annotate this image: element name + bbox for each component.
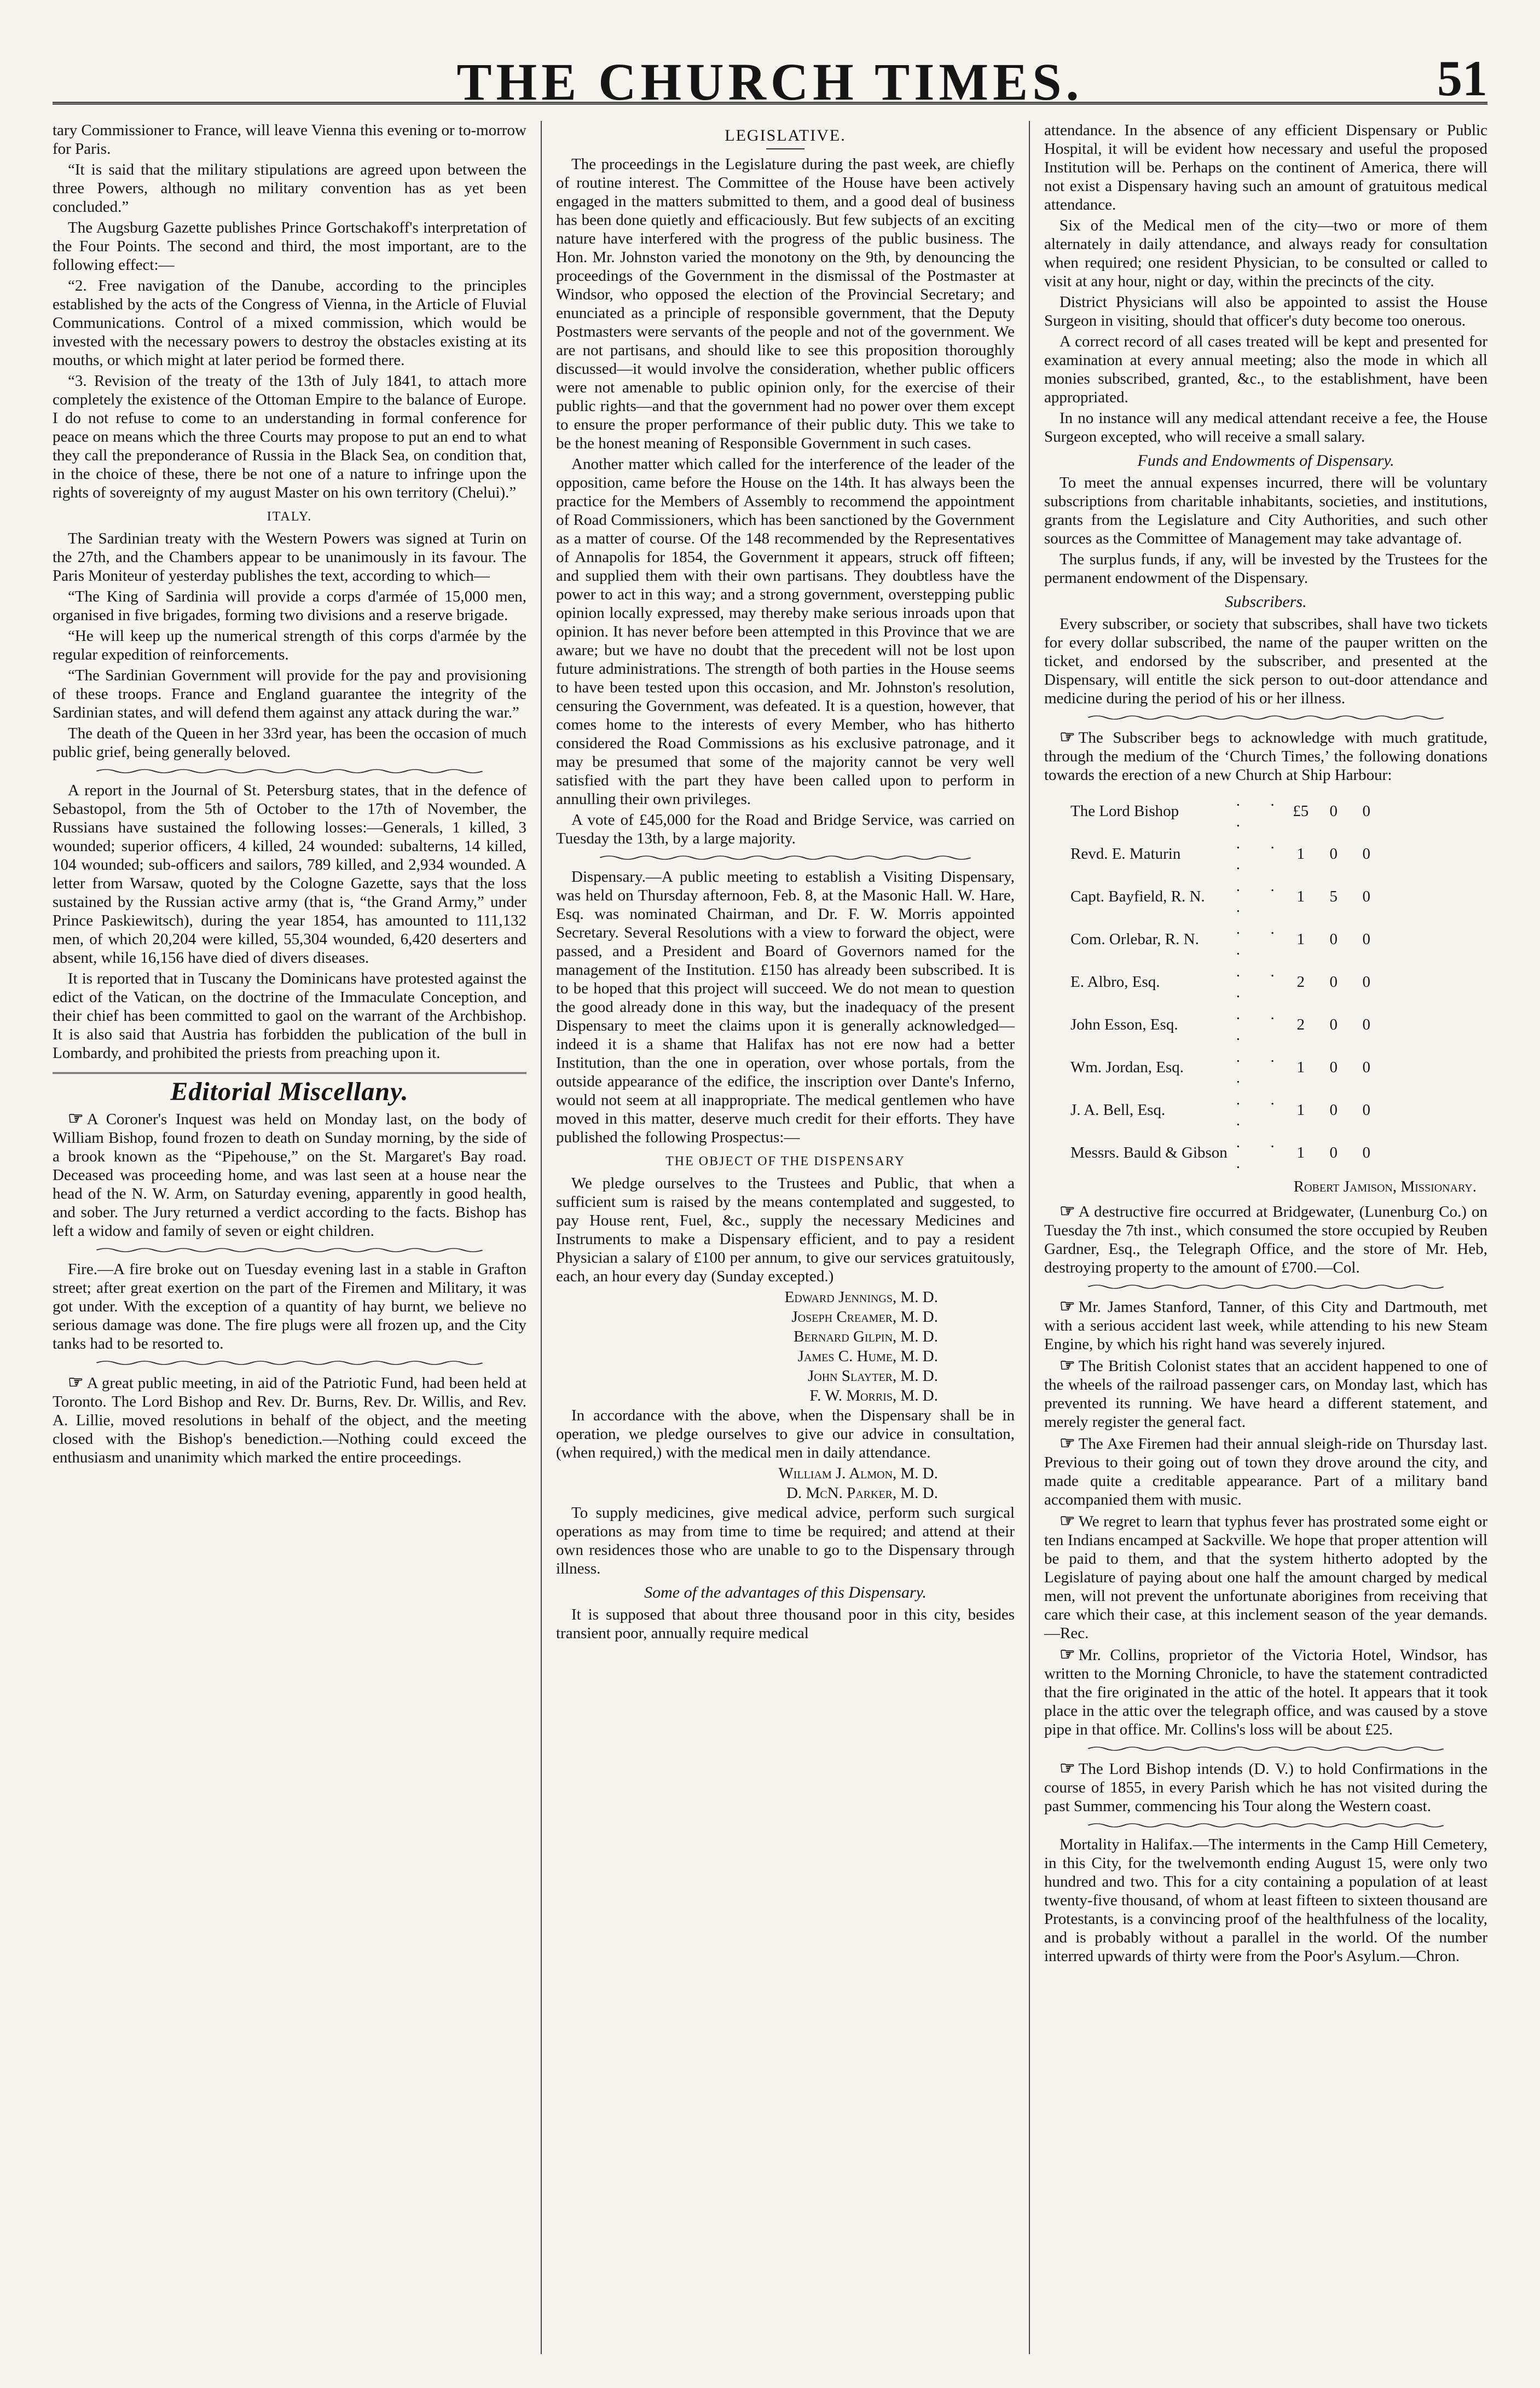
column-2 bbox=[541, 121, 1029, 2354]
pointing-hand-icon: ☞ bbox=[1060, 1433, 1075, 1453]
article-paragraph: A report in the Journal of St. Petersburg states, that in the defence of Sebastopol, from the 5th of October to the 17th of November, the Russians have sustained the following losses:—Generals, 1 killed, 3 wounded; superior officers, 4 killed, 24 wounded: subalterns, 14 killed, 104 wounded; sub-officers and sailors, 789 killed, and 2,934 wounded. A letter from Warsaw, quoted by the Cologne Gazette, says that the loss sustained by the Russian active army (that is, “the Grand Army,” under Prince Paskiewitsch), during the year 1854, has amounted to 111,132 men, of which 20,204 were killed, 55,304 wounded, 6,420 deserters and absent, while 16,156 have died of divers diseases. bbox=[53, 782, 526, 967]
donation-row bbox=[1066, 832, 1383, 875]
donor-name: John Esson, Esq. bbox=[1070, 1016, 1178, 1033]
signatory: Bernard Gilpin, M. D. bbox=[794, 1328, 938, 1345]
paragraph-text: We regret to learn that typhus fever has prostrated some eight or ten Indians encamped at Sackville. We hope that proper attention will be paid to them, and that the system hitherto adopted by the Legislature of paying about one half the amount charged by medical men, will not prevent the unfortunate aborigines from receiving that care which their case, at this inclement season of the year demands.—Rec. bbox=[1044, 1513, 1487, 1642]
pointing-hand-icon: ☞ bbox=[1060, 727, 1075, 747]
amount-pounds: 1 bbox=[1296, 1144, 1305, 1161]
amount-shillings: 0 bbox=[1329, 802, 1338, 820]
donor-name: Capt. Bayfield, R. N. bbox=[1070, 888, 1205, 905]
donor-name: J. A. Bell, Esq. bbox=[1070, 1101, 1166, 1119]
donor-name: Revd. E. Maturin bbox=[1070, 845, 1181, 863]
signatory: John Slayter, M. D. bbox=[807, 1367, 938, 1385]
section-heading-legislative: LEGISLATIVE. bbox=[725, 126, 846, 144]
amount-pounds: 1 bbox=[1296, 1059, 1305, 1076]
masthead bbox=[53, 20, 1487, 111]
article-paragraph: It is supposed that about three thousand poor in this city, besides transient poor, annually require medical bbox=[556, 1606, 1015, 1642]
paragraph-text: The British Colonist states that an accident happened to one of the wheels of the railroad passenger cars, on Monday last, which has prevented its running. We have heard a different statement, and merely register the general fact. bbox=[1044, 1357, 1487, 1431]
article-paragraph: A vote of £45,000 for the Road and Bridge Service, was carried on Tuesday the 13th, by a large majority. bbox=[556, 811, 1015, 847]
article-paragraph: To supply medicines, give medical advice, perform such surgical operations as may from time to time be required; and attend at their own residences those who are unable to go to the Dispensary through illness. bbox=[556, 1504, 1015, 1577]
article-paragraph bbox=[1044, 1356, 1487, 1431]
article-paragraph: Every subscriber, or society that subscribes, shall have two tickets for every dollar subscribed, the name of the pauper written on the ticket, and endorsed by the subscriber, and presented at the Dispensary, will entitle the sick person to out-door attendance and medicine during the period of his or her illness. bbox=[1044, 615, 1487, 707]
article-paragraph: It is reported that in Tuscany the Dominicans have protested against the edict of the Vatican, on the doctrine of the Immaculate Conception, and their chief has been committed to gaol on the warrant of the Archbishop. It is also said that Austria has forbidden the publication of the bull in Lombardy, and prohibited the priests from preaching upon it. bbox=[53, 970, 526, 1062]
article-paragraph bbox=[1044, 1511, 1487, 1643]
article-paragraph: The surplus funds, if any, will be invested by the Trustees for the permanent endowment of the Dispensary. bbox=[1044, 551, 1487, 587]
amount-shillings: 0 bbox=[1329, 1059, 1338, 1076]
paragraph-text: A great public meeting, in aid of the Patriotic Fund, had been held at Toronto. The Lord Bishop and Rev. Dr. Burns, Rev. Dr. Willis, and Rev. A. Lillie, moved resolutions in behalf of the object, and the meeting closed with the Bishop's benediction.—Nothing could exceed the enthusiasm and unanimity which marked the entire proceedings. bbox=[53, 1374, 526, 1466]
wavy-divider bbox=[1088, 1282, 1444, 1291]
amount-shillings: 0 bbox=[1329, 1101, 1338, 1119]
section-heading-object: THE OBJECT OF THE DISPENSARY bbox=[665, 1154, 905, 1169]
pointing-hand-icon: ☞ bbox=[68, 1372, 84, 1392]
article-paragraph bbox=[1044, 1759, 1487, 1815]
article-paragraph: The proceedings in the Legislature during the past week, are chiefly of routine interest. The Committee of the House have been actively engaged in the matters submitted to them, and a good deal of business has been done quietly and efficaciously. But few subjects of an exciting nature have interfered with the progress of the public business. The Hon. Mr. Johnston varied the monotony on the 9th, by denouncing the proceedings of the Government in the dismissal of the Postmaster at Windsor, who opposed the election of the Provincial Secretary; and enunciated as a principle of responsible government, that the Deputy Postmasters were servants of the people and not of the government. We are not partisans, and should like to see this proposition thoroughly discussed—it would involve the consideration, whether public officers were not amenable to public opinion only, for the exercise of their public rights—and that the government had no power over them except to ensure the proper performance of their public duty. This we take to be the honest meaning of Responsible Government in such cases. bbox=[556, 155, 1015, 452]
wavy-divider bbox=[1088, 1821, 1444, 1830]
article-paragraph: Dispensary.—A public meeting to establish a Visiting Dispensary, was held on Thursday afternoon, Feb. 8, at the Masonic Hall. W. Hare, Esq. was nominated Chairman, and Dr. F. W. Morris appointed Secretary. Several Resolutions with a view to forward the object, were passed, and a President and Board of Governors named for the management of the Institution. £150 has already been subscribed. It is to be hoped that this project will succeed. We do not mean to question the good already done in this way, but the inadequacy of the present Dispensary to meet the claims upon it is generally acknowledged—indeed it is a shame that Halifax has not ere now had a better Institution, than the one in operation, over whose portals, from the outside appearance of the edifice, the inscription over Dante's Inferno, would not seem at all inappropriate. The medical gentlemen who have moved in this matter, deserve much credit for their efforts. They have published the following Prospectus:— bbox=[556, 868, 1015, 1146]
section-heading-advantages: Some of the advantages of this Dispensary. bbox=[644, 1583, 927, 1601]
article-paragraph: Fire.—A fire broke out on Tuesday evening last in a stable in Grafton street; after great exertion on the part of the Firemen and Military, it was got under. With the exception of a quantity of hay burnt, we believe no serious damage was done. The fire plugs were all frozen up, and the City tanks had to be resorted to. bbox=[53, 1261, 526, 1352]
section-heading-editorial-miscellany: Editorial Miscellany. bbox=[53, 1072, 526, 1101]
article-paragraph bbox=[1044, 1433, 1487, 1509]
article-paragraph bbox=[53, 1109, 526, 1240]
pointing-hand-icon: ☞ bbox=[1060, 1355, 1075, 1375]
section-heading-subscribers: Subscribers. bbox=[1225, 593, 1307, 611]
paragraph-text: A destructive fire occurred at Bridgewater, (Lunenburg Co.) on Tuesday the 7th inst., which consumed the store occupied by Reuben Gardner, Esq., the Telegraph Office, and the store of Mr. Heb, destroying property to the amount of £700.—Col. bbox=[1044, 1203, 1487, 1276]
column-3 bbox=[1029, 121, 1487, 2354]
article-paragraph: The Augsburg Gazette publishes Prince Gortschakoff's interpretation of the Four Points. The second and third, the most important, are to the following effect:— bbox=[53, 219, 526, 274]
wavy-divider bbox=[96, 767, 483, 776]
amount-pounds: 2 bbox=[1296, 1016, 1305, 1033]
donor-name: E. Albro, Esq. bbox=[1070, 973, 1160, 991]
dots: . . . bbox=[1236, 1134, 1280, 1172]
article-paragraph: “He will keep up the numerical strength of this corps d'armée by the regular expedition of reinforcements. bbox=[53, 627, 526, 663]
pointing-hand-icon: ☞ bbox=[1060, 1511, 1075, 1530]
donation-row bbox=[1066, 961, 1383, 1003]
article-paragraph bbox=[1044, 727, 1487, 784]
signatory: Edward Jennings, M. D. bbox=[784, 1288, 938, 1306]
donation-row bbox=[1066, 1003, 1383, 1046]
amount-pounds: 1 bbox=[1296, 888, 1305, 905]
paragraph-text: A Coroner's Inquest was held on Monday last, on the body of William Bishop, found frozen to death on Sunday morning, by the side of a brook known as the “Pipehouse,” on the St. Margaret's Bay road. Deceased was proceeding home, and was last seen at a house near the head of the N. W. Arm, on Saturday evening, apparently in good health, and sober. The Jury returned a verdict according to the facts. Bishop has left a widow and family of seven or eight children. bbox=[53, 1111, 526, 1240]
amount-pence: 0 bbox=[1362, 1144, 1371, 1161]
article-paragraph: Mortality in Halifax.—The interments in the Camp Hill Cemetery, in this City, for the twelvemonth ending August 15, were only two hundred and two. This for a city containing a population of at least twenty-five thousand, of whom at least fifteen to sixteen thousand are Protestants, is a convincing proof of the healthfulness of the locality, and is probably without a parallel in the world. Of the number interred upwards of thirty were from the Poor's Asylum.—Chron. bbox=[1044, 1836, 1487, 1965]
dots: . . . bbox=[1236, 1091, 1280, 1129]
amount-pence: 0 bbox=[1362, 802, 1371, 820]
amount-pounds: 1 bbox=[1296, 1101, 1305, 1119]
article-paragraph: To meet the annual expenses incurred, there will be voluntary subscriptions from charitable inhabitants, societies, and institutions, grants from the Legislature and City Authorities, and such other sources as the Committee of Management may take advantage of. bbox=[1044, 474, 1487, 547]
wavy-divider bbox=[96, 1358, 483, 1367]
dots: . . . bbox=[1236, 1005, 1280, 1044]
amount-pounds: 1 bbox=[1296, 930, 1305, 948]
dots: . . . bbox=[1236, 792, 1280, 830]
section-heading-funds: Funds and Endowments of Dispensary. bbox=[1137, 452, 1394, 470]
article-paragraph: “2. Free navigation of the Danube, according to the principles established by the acts of the Congress of Vienna, in the Article of Fluvial Communications. Control of a mixed commission, which would be invested with the necessary powers to destroy the obstacles existing at its mouths, or which might at later period be formed there. bbox=[53, 277, 526, 369]
amount-pence: 0 bbox=[1362, 973, 1371, 991]
donor-name: Com. Orlebar, R. N. bbox=[1070, 930, 1199, 948]
article-paragraph: District Physicians will also be appointed to assist the House Surgeon in visiting, should that officer's duty become too onerous. bbox=[1044, 293, 1487, 329]
section-heading-italy: ITALY. bbox=[267, 510, 312, 524]
amount-pounds: 1 bbox=[1296, 845, 1305, 863]
page-number: 51 bbox=[1437, 50, 1487, 106]
wavy-divider bbox=[1088, 713, 1444, 722]
column-1 bbox=[53, 121, 541, 2354]
dots: . . . bbox=[1236, 1048, 1280, 1086]
pointing-hand-icon: ☞ bbox=[1060, 1296, 1075, 1316]
amount-shillings: 0 bbox=[1329, 930, 1338, 948]
pointing-hand-icon: ☞ bbox=[68, 1108, 84, 1128]
amount-pence: 0 bbox=[1362, 1101, 1371, 1119]
amount-shillings: 0 bbox=[1329, 1016, 1338, 1033]
article-paragraph: Another matter which called for the interference of the leader of the opposition, came before the House on the 14th. It has always been the practice for the Members of Assembly to recommend the appointment of Road Commissioners, which has been sanctioned by the Government as a matter of course. Of the 148 recommended by the Representatives of Annapolis for 1854, the Government it appears, struck off fifteen; and supplied them with their own partisans. They doubtless have the power to act in this way; and a strong government, overstepping public opinion locally expressed, may thereby make serious inroads upon that opinion. It has never before been attempted in this Province that we are aware; but we have no doubt that the precedent will not be lost upon future administrations. The strength of both parties in the House seems to have been tested upon this occasion, and Mr. Johnston's resolution, censuring the Government, was defeated. It is a question, however, that comes home to the interests of every Member, who has hitherto considered the Road Commissions as his exclusive patronage, and it may be presumed that some of the majority cannot be very well satisfied with the part they have been called upon to perform in annulling their own privileges. bbox=[556, 455, 1015, 808]
amount-pence: 0 bbox=[1362, 888, 1371, 905]
article-paragraph: A correct record of all cases treated will be kept and presented for examination at every annual meeting; also the mode in which all monies subscribed, granted, &c., to the establishment, have been appropriated. bbox=[1044, 333, 1487, 406]
article-paragraph bbox=[1044, 1645, 1487, 1739]
donation-row bbox=[1066, 918, 1383, 961]
article-paragraph: attendance. In the absence of any efficient Dispensary or Public Hospital, it will be evident how necessary and useful the proposed Institution will be. Perhaps on the continent of America, there will not exist a Dispensary having such an amount of gratuitous medical attendance. bbox=[1044, 122, 1487, 213]
amount-pence: 0 bbox=[1362, 930, 1371, 948]
dots: . . . bbox=[1236, 920, 1280, 958]
donor-name: The Lord Bishop bbox=[1070, 802, 1179, 820]
paragraph-text: Mr. James Stanford, Tanner, of this City and Dartmouth, met with a serious accident last week, while attending to his new Steam Engine, by which his right hand was severely injured. bbox=[1044, 1298, 1487, 1353]
pointing-hand-icon: ☞ bbox=[1060, 1758, 1075, 1778]
short-rule bbox=[766, 148, 804, 149]
article-paragraph: We pledge ourselves to the Trustees and Public, that when a sufficient sum is raised by the means contemplated and suggested, to pay House rent, Fuel, &c., supply the necessary Medicines and Instruments to make a Dispensary efficient, and to pay a resident Physician a salary of £100 per annum, to give our services gratuitously, each, an hour every day (Sunday excepted.) bbox=[556, 1175, 1015, 1285]
donation-row bbox=[1066, 1131, 1383, 1174]
donation-row bbox=[1066, 1046, 1383, 1089]
donation-row bbox=[1066, 1089, 1383, 1131]
article-paragraph: In no instance will any medical attendant receive a fee, the House Surgeon excepted, who will receive a small salary. bbox=[1044, 409, 1487, 446]
amount-shillings: 0 bbox=[1329, 973, 1338, 991]
article-paragraph bbox=[1044, 1297, 1487, 1354]
signatory: James C. Hume, M. D. bbox=[797, 1348, 938, 1365]
article-paragraph bbox=[1044, 1201, 1487, 1277]
dots: . . . bbox=[1236, 835, 1280, 873]
columns bbox=[53, 121, 1487, 2354]
donation-row bbox=[1066, 875, 1383, 918]
amount-shillings: 5 bbox=[1329, 888, 1338, 905]
article-paragraph: “It is said that the military stipulations are agreed upon between the three Powers, although no military convention has as yet been concluded.” bbox=[53, 161, 526, 216]
dots: . . . bbox=[1236, 963, 1280, 1001]
donor-name: Wm. Jordan, Esq. bbox=[1070, 1059, 1184, 1076]
amount-shillings: 0 bbox=[1329, 845, 1338, 863]
wavy-divider bbox=[600, 853, 971, 862]
amount-shillings: 0 bbox=[1329, 1144, 1338, 1161]
pointing-hand-icon: ☞ bbox=[1060, 1644, 1075, 1664]
paragraph-text: Mr. Collins, proprietor of the Victoria Hotel, Windsor, has written to the Morning Chronicle, to have the statement contradicted that the fire originated in the attic of the hotel. It appears that it took place in the attic over the telegraph office, and was caused by a stove pipe in that office. Mr. Collins's loss will be about £25. bbox=[1044, 1646, 1487, 1738]
amount-pence: 0 bbox=[1362, 845, 1371, 863]
pointing-hand-icon: ☞ bbox=[1060, 1201, 1075, 1221]
signatory: William J. Almon, M. D. bbox=[778, 1465, 938, 1482]
article-paragraph: “The King of Sardinia will provide a corps d'armée of 15,000 men, organised in five brigades, forming two divisions and a reserve brigade. bbox=[53, 588, 526, 624]
donation-row bbox=[1066, 790, 1383, 832]
dots: . . . bbox=[1236, 877, 1280, 916]
article-paragraph: “The Sardinian Government will provide for the pay and provisioning of these troops. France and England guarantee the integrity of the Sardinian states, and will defend them against any attack during the war.” bbox=[53, 667, 526, 721]
amount-pence: 0 bbox=[1362, 1016, 1371, 1033]
wavy-divider bbox=[1088, 1744, 1444, 1753]
wavy-divider bbox=[96, 1246, 483, 1254]
article-paragraph bbox=[53, 1373, 526, 1467]
paragraph-text: The Axe Firemen had their annual sleigh-ride on Thursday last. Previous to their going out of town they drove around the city, and made quite a creditable appearance. Part of a military band accompanied them with music. bbox=[1044, 1435, 1487, 1508]
signatory: D. McN. Parker, M. D. bbox=[786, 1484, 938, 1502]
signatory: Joseph Creamer, M. D. bbox=[791, 1308, 938, 1326]
amount-pence: 0 bbox=[1362, 1059, 1371, 1076]
article-paragraph: The Sardinian treaty with the Western Powers was signed at Turin on the 27th, and the Chambers appear to be unanimously in its favour. The Paris Moniteur of yesterday publishes the text, according to which— bbox=[53, 530, 526, 585]
article-paragraph: The death of the Queen in her 33rd year, has been the occasion of much public grief, being generally beloved. bbox=[53, 725, 526, 761]
paragraph-text: The Lord Bishop intends (D. V.) to hold Confirmations in the course of 1855, in every Parish which he has not visited during the past Summer, commencing his Tour along the Western coast. bbox=[1044, 1760, 1487, 1815]
article-paragraph: “3. Revision of the treaty of the 13th of July 1841, to attach more completely the existence of the Ottoman Empire to the balance of Europe. I do not refuse to come to an understanding in formal conference for peace on means which the three Courts may propose to put an end to what they call the preponderance of Russia in the Black Sea, on condition that, in the choice of these, there be not one of a nature to infringe upon the rights of sovereignty of my august Master on his own territory (Chelui).” bbox=[53, 372, 526, 501]
newspaper-title: THE CHURCH TIMES. bbox=[456, 53, 1084, 111]
amount-pounds: 2 bbox=[1296, 973, 1305, 991]
donor-name: Messrs. Bauld & Gibson bbox=[1070, 1144, 1228, 1161]
amount-pounds: £5 bbox=[1293, 802, 1309, 820]
donations-body bbox=[1066, 790, 1383, 1174]
article-paragraph: Six of the Medical men of the city—two or more of them alternately in daily attendance, and always ready for consultation when required; one resident Physician, to be consulted or called to visit at any hour, night or day, within the precincts of the city. bbox=[1044, 217, 1487, 290]
article-paragraph: In accordance with the above, when the Dispensary shall be in operation, we pledge ourselves to give our advice in consultation, (when required,) with the medical men in daily attendance. bbox=[556, 1407, 1015, 1461]
donations-table bbox=[1066, 790, 1383, 1174]
signatory-missionary: Robert Jamison, Missionary. bbox=[1293, 1178, 1477, 1195]
paragraph-text: The Subscriber begs to acknowledge with much gratitude, through the medium of the ‘Church Times,’ the following donations towards the erection of a new Church at Ship Harbour: bbox=[1044, 729, 1487, 784]
article-paragraph: tary Commissioner to France, will leave Vienna this evening or to-morrow for Paris. bbox=[53, 122, 526, 158]
signatory: F. W. Morris, M. D. bbox=[809, 1387, 938, 1404]
